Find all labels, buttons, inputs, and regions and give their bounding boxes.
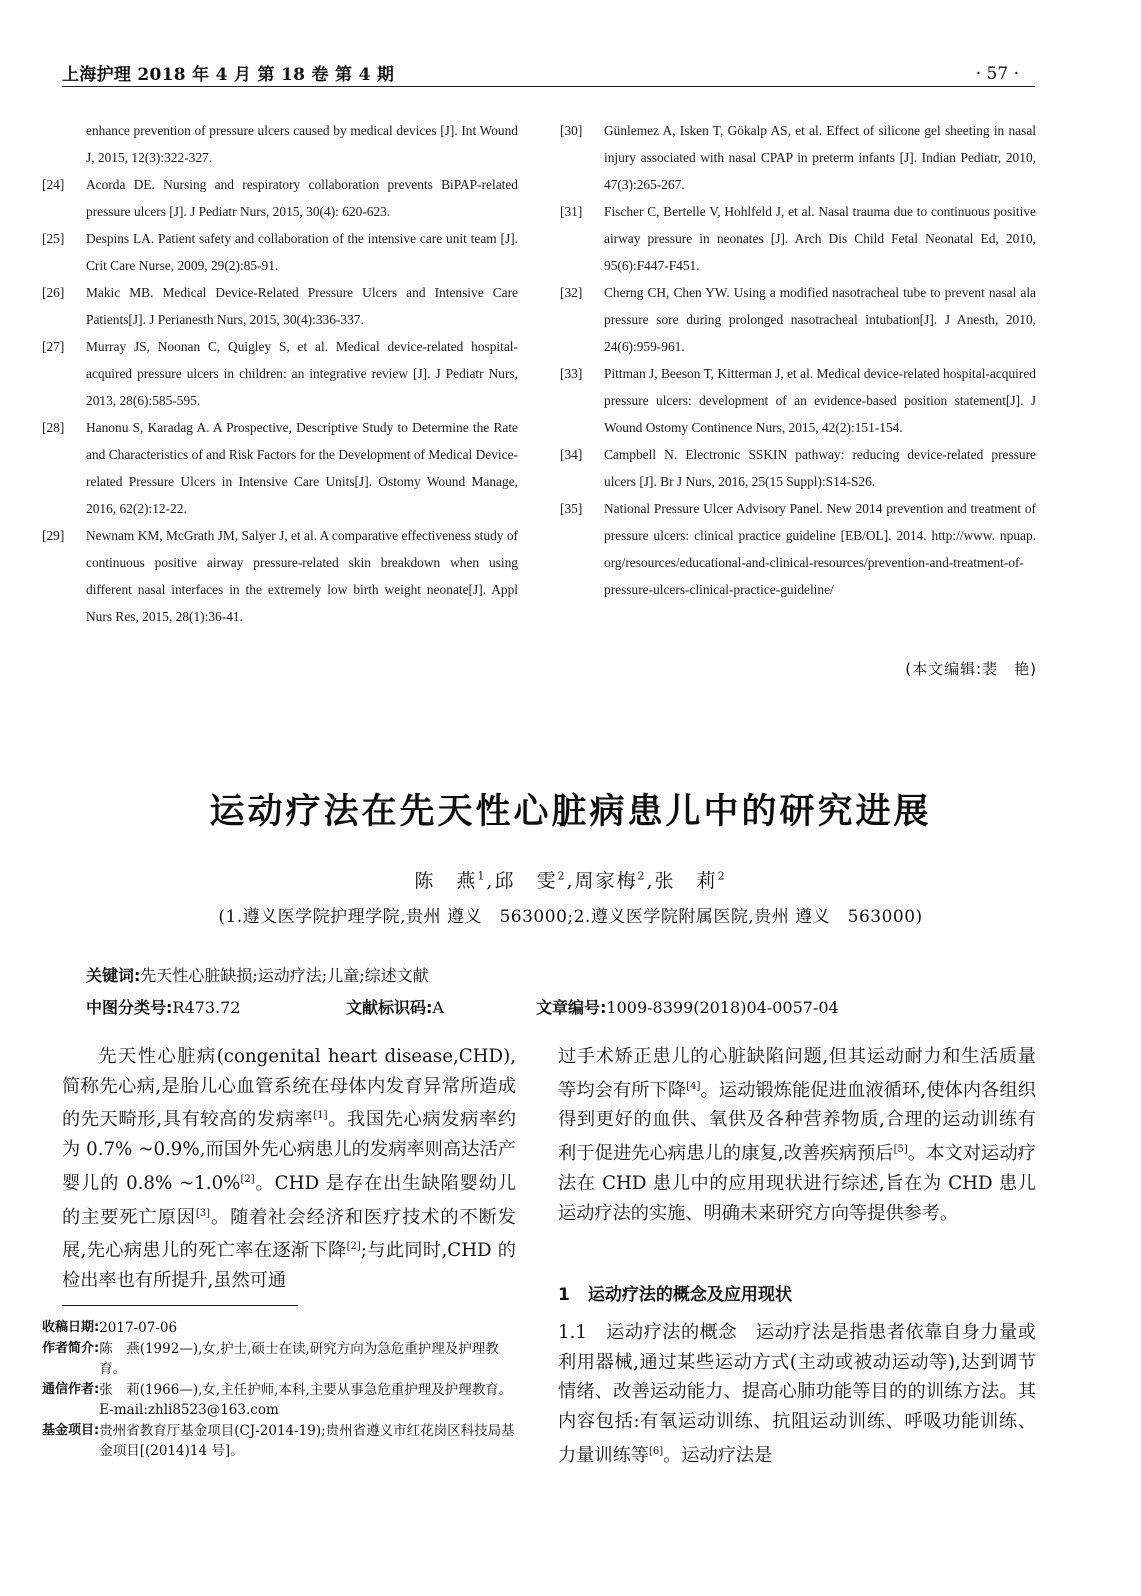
reference-item xyxy=(42,522,518,630)
citation-mark: [4] xyxy=(686,1080,701,1092)
footnote-text: 2017-07-06 xyxy=(99,1320,178,1336)
footnote-text: 贵州省教育厅基金项目(CJ-2014-19);贵州省遵义市红花岗区科技局基金项目[(2014)14 号]。 xyxy=(99,1422,515,1459)
reference-text: Despins LA. Patient safety and collaboration of the intensive care unit team [J]. Crit Care Nurse, 2009, 29(2):85-91. xyxy=(86,231,518,273)
citation-mark: [5] xyxy=(893,1144,908,1156)
author-name: 邱 雯 xyxy=(494,870,558,892)
reference-text: Newnam KM, McGrath JM, Salyer J, et al. A comparative effectiveness study of continuous positive airway pressure-related skin breakdown when using different nasal interfaces in the extremely low birth weight neonate[J]. Appl Nurs Res, 2015, 28(1):36-41. xyxy=(86,528,518,624)
author-affiliation-mark: 2 xyxy=(557,869,567,883)
reference-text: Hanonu S, Karadag A. A Prospective, Descriptive Study to Determine the Rate and Characteristics of and Risk Factors for the Development of Medical Device-related Pressure Ulcers in Intensive Care Units[J]. Ostomy Wound Manage, 2016, 62(2):12-22. xyxy=(86,420,518,516)
header-rule xyxy=(62,86,1035,87)
reference-item xyxy=(42,225,518,279)
body-text: 。运动疗法是 xyxy=(663,1444,773,1466)
article-no-label: 文章编号: xyxy=(536,998,607,1017)
reference-number: [32] xyxy=(560,285,583,300)
section-number: 1 xyxy=(558,1285,570,1305)
footnote-text: 陈 燕(1992—),女,护士,硕士在读,研究方向为急危重护理及护理教育。 xyxy=(99,1340,499,1377)
author-affiliation-mark: 2 xyxy=(637,869,647,883)
body-text: 。随着社会经济和医疗技术的不断发展,先心病患儿的死亡率在逐渐下降 xyxy=(62,1206,516,1262)
citation-mark: [1] xyxy=(313,1110,328,1122)
reference-number: [24] xyxy=(42,177,65,192)
body-text: 。运动锻炼能促进血液循环,使体内各组织得到更好的血供、氧供及各种营养物质,合理的运动训练有利于促进先心病患儿的康复,改善疾病预后 xyxy=(558,1079,1036,1165)
footnote-label: 通信作者: xyxy=(42,1381,100,1397)
reference-text: Pittman J, Beeson T, Kitterman J, et al. Medical device-related hospital-acquired pressure ulcers: development of an evidence-based position statement[J]. J Wound Ostomy Continence Nurs, 2015, 42(2):151-154. xyxy=(604,366,1036,435)
reference-item xyxy=(560,198,1036,279)
doc-code-label: 文献标识码: xyxy=(346,998,433,1017)
reference-number: [28] xyxy=(42,420,65,435)
body-paragraph-right xyxy=(558,1042,1036,1228)
reference-number: [31] xyxy=(560,204,583,219)
reference-number: [25] xyxy=(42,231,65,246)
body-paragraph-right-2 xyxy=(558,1318,1036,1471)
author-affiliation-mark: 2 xyxy=(717,869,727,883)
reference-item xyxy=(560,441,1036,495)
reference-item xyxy=(560,495,1036,603)
body-paragraph-left xyxy=(62,1042,516,1296)
clc-label: 中图分类号: xyxy=(86,998,173,1017)
citation-mark: [6] xyxy=(648,1445,664,1457)
reference-text: Makic MB. Medical Device-Related Pressure Ulcers and Intensive Care Patients[J]. J Perianesth Nurs, 2015, 30(4):336-337. xyxy=(86,285,518,327)
author-name: 张 莉 xyxy=(654,870,718,892)
footnote-item xyxy=(42,1339,522,1380)
reference-item xyxy=(42,333,518,414)
doc-code: A xyxy=(432,998,444,1017)
footnote-label: 基金项目: xyxy=(42,1422,100,1438)
footnote-item xyxy=(42,1421,522,1462)
reference-item xyxy=(560,360,1036,441)
reference-number: [27] xyxy=(42,339,65,354)
footnote-item xyxy=(42,1318,522,1339)
author-affiliation-mark: 1 xyxy=(477,869,487,883)
reference-item xyxy=(42,171,518,225)
reference-text: Günlemez A, Isken T, Gökalp AS, et al. Effect of silicone gel sheeting in nasal injury associated with nasal CPAP in preterm infants [J]. Indian Pediatr, 2010, 47(3):265-267. xyxy=(604,123,1036,192)
author-name: 陈 燕 xyxy=(414,870,478,892)
reference-number: [35] xyxy=(560,501,583,516)
reference-number: [26] xyxy=(42,285,65,300)
citation-mark: [3] xyxy=(195,1207,211,1219)
body-text: 。CHD 是存在出生缺陷婴幼儿的主要死亡原因 xyxy=(62,1172,516,1228)
reference-number: [33] xyxy=(560,366,583,381)
reference-list-right xyxy=(560,117,1036,603)
reference-text: Murray JS, Noonan C, Quigley S, et al. Medical device-related hospital-acquired pressure ulcers in children: an integrative review [J]. J Pediatr Nurs, 2013, 28(6):585-595. xyxy=(86,339,518,408)
section-title: 运动疗法的概念及应用现状 xyxy=(587,1285,792,1305)
body-text: 1.1 运动疗法的概念 运动疗法是指患者依靠自身力量或利用器械,通过某些运动方式(主动或被动运动等),达到调节情绪、改善运动能力、提高心肺功能等目的的训练方法。其内容包括:有氧运动训练、抗阻运动训练、呼吸功能训练、力量训练等 xyxy=(558,1322,1036,1466)
reference-item xyxy=(560,279,1036,360)
article-title: 运动疗法在先天性心脏病患儿中的研究进展 xyxy=(209,792,932,832)
footnote-item xyxy=(42,1380,522,1421)
article-no: 1009-8399(2018)04-0057-04 xyxy=(606,998,839,1017)
section-heading xyxy=(558,1280,792,1305)
citation-mark: [2] xyxy=(346,1241,361,1253)
reference-text: Campbell N. Electronic SSKIN pathway: reducing device-related pressure ulcers [J]. Br J Nurs, 2016, 25(15 Suppl):S14-S26. xyxy=(604,447,1036,489)
body-text: ;与此同时,CHD 的检出率也有所提升,虽然可通 xyxy=(62,1240,516,1292)
body-text: 。本文对运动疗法在 CHD 患儿中的应用现状进行综述,旨在为 CHD 患儿运动疗法的实施、明确未来研究方向等提供参考。 xyxy=(558,1143,1036,1224)
reference-text: National Pressure Ulcer Advisory Panel. New 2014 prevention and treatment of pressure ulcers: clinical practice guideline [EB/OL]. 2014. http://www. npuap. org/resources/educational-and-clinical-resources/prevention-and-treatment-of-pressure-ulcers-clinical-practice-guideline/ xyxy=(604,501,1036,597)
reference-item xyxy=(560,117,1036,198)
keywords-line xyxy=(86,963,429,986)
keywords: 先天性心脏缺损;运动疗法;儿童;综述文献 xyxy=(140,966,429,985)
page-number: · 57 · xyxy=(975,64,1019,84)
author-list: 陈 燕$^1$,邱 雯$^2$,周家梅$^2$,张 莉$^2$ xyxy=(414,869,727,892)
reference-item xyxy=(42,117,518,171)
footnote-label: 收稿日期: xyxy=(42,1320,100,1335)
reference-item xyxy=(42,414,518,522)
author-name: 周家梅 xyxy=(574,870,638,892)
editor-note: (本文编辑:裴 艳) xyxy=(905,660,1037,678)
journal-header: 上海护理 2018 年 4 月 第 18 卷 第 4 期 xyxy=(62,65,395,85)
reference-item xyxy=(42,279,518,333)
footnote-rule xyxy=(62,1305,298,1306)
footnote-label: 作者简介: xyxy=(42,1340,100,1356)
reference-number: [30] xyxy=(560,123,583,138)
body-text: 。我国先心病发病率约为 0.7% ~0.9%,而国外先心病患儿的发病率则高达活产婴儿的 0.8% ~1.0% xyxy=(62,1109,516,1194)
footnote-text: 张 莉(1966—),女,主任护师,本科,主要从事急危重护理及护理教育。E-mail:zhli8523@163.com xyxy=(99,1381,513,1418)
citation-mark: [2] xyxy=(240,1173,255,1185)
body-text: 过手术矫正患儿的心脏缺陷问题,但其运动耐力和生活质量等均会有所下降 xyxy=(558,1046,1036,1101)
footnotes xyxy=(42,1318,522,1462)
body-text: 先天性心脏病(congenital heart disease,CHD),简称先心病,是胎儿心血管系统在母体内发育异常所造成的先天畸形,具有较高的发病率 xyxy=(62,1046,516,1131)
affiliation: (1.遵义医学院护理学院,贵州 遵义 563000;2.遵义医学院附属医院,贵州 遵义 563000) xyxy=(218,907,923,927)
classification-line xyxy=(86,995,1086,1018)
reference-number: [34] xyxy=(560,447,583,462)
reference-text: Cherng CH, Chen YW. Using a modified nasotracheal tube to prevent nasal ala pressure sore during prolonged nasotracheal intubation[J]. J Anesth, 2010, 24(6):959-961. xyxy=(604,285,1036,354)
clc-code: R473.72 xyxy=(172,998,241,1017)
keywords-label: 关键词: xyxy=(86,966,141,985)
reference-number: [29] xyxy=(42,528,65,543)
reference-text: enhance prevention of pressure ulcers caused by medical devices [J]. Int Wound J, 2015, 12(3):322-327. xyxy=(86,123,518,165)
reference-list-left xyxy=(42,117,518,630)
reference-text: Fischer C, Bertelle V, Hohlfeld J, et al. Nasal trauma due to continuous positive airway pressure in neonates [J]. Arch Dis Child Fetal Neonatal Ed, 2010, 95(6):F447-F451. xyxy=(604,204,1036,273)
reference-text: Acorda DE. Nursing and respiratory collaboration prevents BiPAP-related pressure ulcers [J]. J Pediatr Nurs, 2015, 30(4): 620-623. xyxy=(86,177,518,219)
